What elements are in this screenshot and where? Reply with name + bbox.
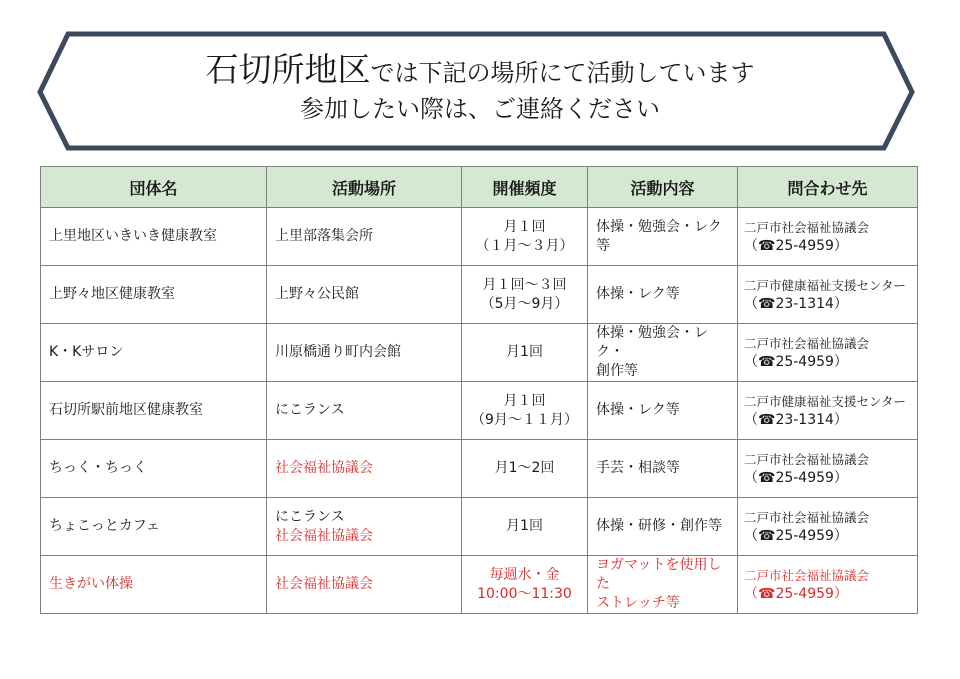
title-district: 石切所地区 (205, 50, 371, 89)
col-header-contact: 問合わせ先 (738, 167, 918, 208)
place-line: 社会福祉協議会 (275, 527, 373, 544)
content-cell (588, 440, 738, 498)
place-cell (267, 266, 462, 324)
content-line: 手芸・相談等 (596, 460, 680, 476)
contact-cell (738, 382, 918, 440)
contact-cell (738, 498, 918, 556)
frequency-line: 10:00～11:30 (477, 585, 572, 602)
frequency-line: 月１回 (503, 218, 546, 235)
table-row (41, 208, 918, 266)
frequency-line: 月1回 (506, 344, 543, 360)
col-header-place: 活動場所 (267, 167, 462, 208)
group-name: 生きがい体操 (41, 556, 267, 614)
activity-table (40, 166, 918, 614)
content-line: 体操・研修・創作等 (596, 518, 722, 534)
contact-cell (738, 266, 918, 324)
group-name: 上里地区いきいき健康教室 (41, 208, 267, 266)
frequency-line: 月1回 (506, 518, 543, 534)
table-row (41, 498, 918, 556)
content-line: ヨガマットを使用した (596, 557, 722, 592)
contact-phone: （☎25-4959） (744, 585, 848, 602)
contact-name: 二戸市社会福祉協議会 (744, 451, 870, 467)
frequency-line: （5月～9月） (480, 295, 569, 312)
contact-cell (738, 440, 918, 498)
table-row (41, 440, 918, 498)
place-cell (267, 324, 462, 382)
frequency-cell (462, 440, 588, 498)
frequency-cell (462, 266, 588, 324)
group-name: K・Kサロン (41, 324, 267, 382)
page-title (0, 50, 960, 96)
contact-phone: （☎25-4959） (744, 527, 848, 544)
frequency-line: 月1～2回 (494, 460, 555, 476)
contact-phone: （☎25-4959） (744, 353, 848, 370)
frequency-cell (462, 498, 588, 556)
contact-name: 二戸市社会福祉協議会 (744, 567, 870, 583)
contact-phone: （☎25-4959） (744, 237, 848, 254)
table-row (41, 556, 918, 614)
content-cell (588, 556, 738, 614)
contact-name: 二戸市社会福祉協議会 (744, 335, 870, 351)
place-cell (267, 208, 462, 266)
contact-cell (738, 556, 918, 614)
contact-name: 二戸市健康福祉支援センター (744, 393, 907, 409)
place-line: にこランス (275, 402, 345, 418)
frequency-cell (462, 208, 588, 266)
contact-cell (738, 324, 918, 382)
col-header-frequency: 開催頻度 (462, 167, 588, 208)
content-cell (588, 324, 738, 382)
contact-phone: （☎25-4959） (744, 469, 848, 486)
content-cell (588, 382, 738, 440)
frequency-line: 月１回～３回 (482, 276, 567, 293)
place-cell (267, 556, 462, 614)
contact-name: 二戸市健康福祉支援センター (744, 277, 907, 293)
table-row (41, 324, 918, 382)
contact-phone: （☎23-1314） (744, 295, 848, 312)
place-line: 社会福祉協議会 (275, 460, 373, 476)
place-line: 社会福祉協議会 (275, 576, 373, 592)
frequency-cell (462, 556, 588, 614)
col-header-content: 活動内容 (588, 167, 738, 208)
content-line: 体操・レク等 (596, 286, 680, 302)
frequency-line: 毎週水・金 (489, 566, 560, 583)
table-row (41, 266, 918, 324)
page-subtitle: 参加したい際は、ご連絡ください (300, 95, 660, 123)
group-name: ちょこっとカフェ (41, 498, 267, 556)
table-row (41, 382, 918, 440)
place-line: 上野々公民館 (275, 286, 359, 302)
contact-name: 二戸市社会福祉協議会 (744, 219, 870, 235)
group-name: 石切所駅前地区健康教室 (41, 382, 267, 440)
group-name: ちっく・ちっく (41, 440, 267, 498)
frequency-line: 月１回 (503, 392, 546, 409)
place-line: にこランス (275, 508, 345, 525)
table-header-row (41, 167, 918, 208)
group-name: 上野々地区健康教室 (41, 266, 267, 324)
content-line: ストレッチ等 (596, 595, 680, 611)
content-line: 体操・勉強会・レク・ (596, 325, 708, 360)
place-cell (267, 440, 462, 498)
contact-phone: （☎23-1314） (744, 411, 848, 428)
contact-name: 二戸市社会福祉協議会 (744, 509, 870, 525)
frequency-cell (462, 324, 588, 382)
frequency-line: （１月～３月） (475, 237, 574, 254)
contact-cell (738, 208, 918, 266)
place-cell (267, 382, 462, 440)
title-rest: では下記の場所にて活動しています (370, 59, 755, 87)
content-line: 体操・勉強会・レク等 (596, 218, 722, 254)
place-line: 上里部落集会所 (275, 228, 373, 244)
place-line: 川原橋通り町内会館 (275, 344, 401, 360)
content-cell (588, 208, 738, 266)
place-cell (267, 498, 462, 556)
content-line: 体操・レク等 (596, 402, 680, 418)
frequency-cell (462, 382, 588, 440)
content-cell (588, 498, 738, 556)
col-header-group: 団体名 (41, 167, 267, 208)
content-cell (588, 266, 738, 324)
content-line: 創作等 (596, 363, 638, 379)
frequency-line: （9月～１１月） (471, 411, 578, 428)
